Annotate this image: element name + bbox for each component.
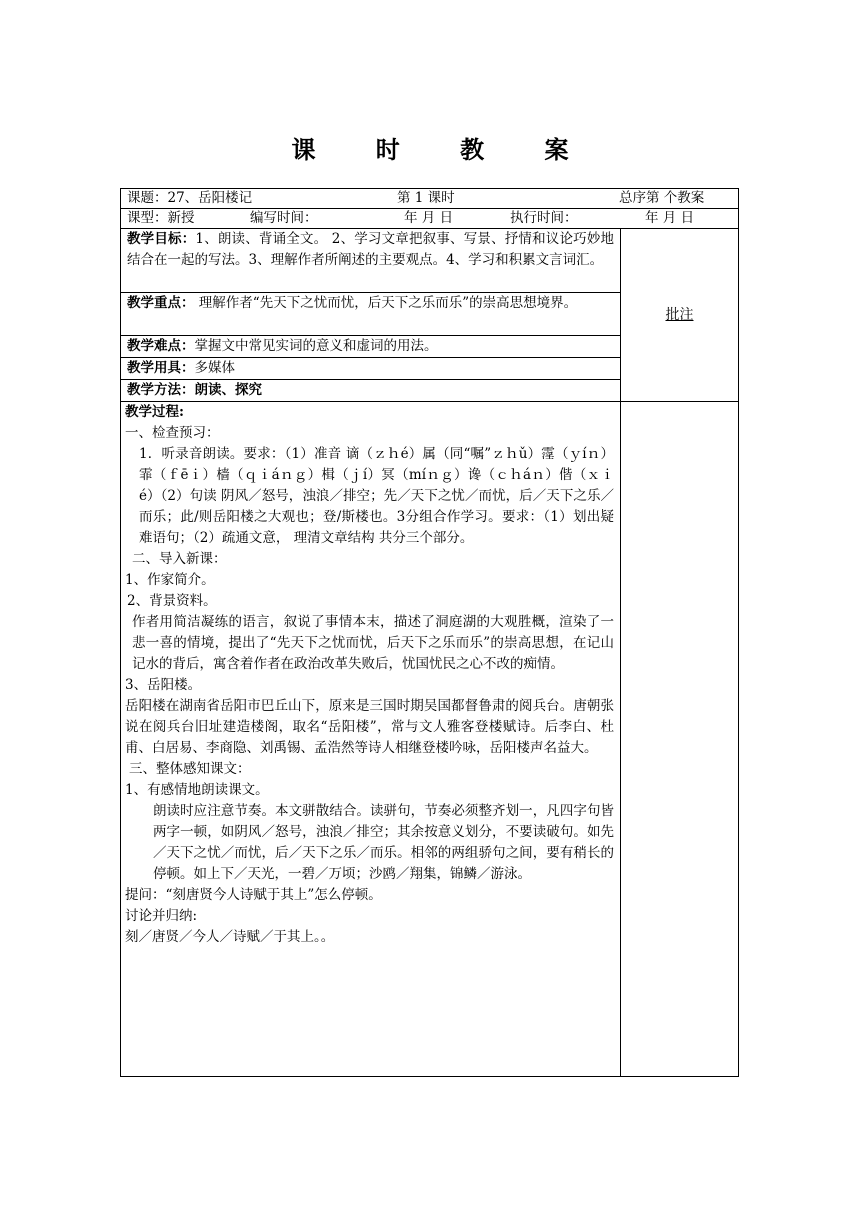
exec-date: 年 月 日 [645, 210, 695, 226]
process-line: 1、作家简介。 [125, 572, 215, 588]
goals-label: 教学目标： [127, 231, 196, 247]
total-field: 总序第 个教案 [619, 190, 705, 206]
process-line: 1．听录音朗读。要求：（1）准音 谪（ｚｈé）属（同“嘱”ｚｈǔ）霪（ｙíｎ）霏（ｆēｉ）樯（ｑｉáｎｇ）楫（ｊí）冥（míｎｇ）谗（ｃｈáｎ）偕（ｘｉé）（2）句读 阴风／怒号，浊浪／排空；先／天下之忧／而忧，后／天下之乐／而乐；此/则岳阳楼之大观也；登/斯楼也。3分组合作学习。要求：（1）划出疑难语句；（2）疏通文意， 理清文章结构 共分三个部分。 [139, 446, 614, 546]
tools-label: 教学用具： [127, 360, 195, 376]
difficulty-text: 掌握文中常见实词的意义和虚词的用法。 [194, 338, 438, 354]
compile-date: 年 月 日 [404, 210, 454, 226]
process-line: 一、检查预习： [125, 425, 220, 441]
goals-text: 1、朗读、背诵全文。 2、学习文章把叙事、写景、抒情和议论巧妙地结合在一起的写法。3、理解作者所阐述的主要观点。4、学习和积累文言词汇。 [127, 231, 615, 268]
process-line: 三、整体感知课文： [129, 761, 251, 777]
lesson-plan-table [120, 188, 739, 1077]
type-field: 课型：新授 [127, 210, 195, 226]
process-line: 作者用简洁凝练的语言，叙说了事情本末，描述了洞庭湖的大观胜概，渲染了一悲一喜的情境，提出了“先天下之忧而忧，后天下之乐而乐”的崇高思想，在记山记水的背后，寓含着作者在政治改革失败后，忧国忧民之心不改的痴情。 [132, 614, 614, 672]
process-line: 刻／唐贤／今人／诗赋／于其上。。 [125, 929, 335, 945]
key-text: 理解作者“先天下之忧而忧，后天下之乐而乐”的崇高思想境界。 [194, 295, 578, 311]
exec-time-label: 执行时间： [510, 210, 578, 226]
process-line: 3、岳阳楼。 [125, 677, 202, 693]
note-label: 批注 [665, 306, 694, 323]
topic-field: 课题：27、岳阳楼记 [127, 190, 253, 206]
process-note-cell [621, 402, 739, 1077]
period-field: 第 1 课时 [397, 190, 455, 206]
method-label: 教学方法： [127, 382, 195, 398]
header-row-1 [121, 189, 739, 209]
method-text: 朗读、探究 [194, 382, 262, 398]
process-row [121, 402, 739, 1077]
difficulty-label: 教学难点： [127, 338, 195, 354]
process-line: 朗读时应注意节奏。本文骈散结合。读骈句，节奏必须整齐划一，凡四字句皆两字一顿，如阴风／怒号，浊浪／排空；其余按意义划分，不要读破句。如先／天下之忧／而忧，后／天下之乐／而乐。相邻的两组骄句之间，要有稍长的停顿。如上下／天光，一碧／万顷；沙鸥／翔集，锦鳞／游泳。 [153, 803, 614, 882]
tools-text: 多媒体 [194, 360, 235, 376]
process-line: 二、导入新课： [132, 551, 227, 567]
process-line: 提问：“刻唐贤今人诗赋于其上”怎么停顿。 [125, 887, 382, 903]
goals-row [121, 229, 739, 293]
note-column [621, 229, 739, 402]
page-title: 课 时 教 案 [291, 135, 595, 164]
process-label: 教学过程: [125, 404, 184, 420]
key-label: 教学重点： [127, 295, 195, 311]
process-line: 岳阳楼在湖南省岳阳市巴丘山下，原来是三国时期吴国都督鲁肃的阅兵台。唐朝张说在阅兵台旧址建造楼阁，取名“岳阳楼”，常与文人雅客登楼赋诗。后李白、杜甫、白居易、李商隐、刘禹锡、孟浩然等诗人相继登楼吟咏，岳阳楼声名益大。 [125, 698, 614, 756]
process-line: 1、有感情地朗读课文。 [125, 782, 269, 798]
process-line: 2、背景资料。 [127, 593, 217, 609]
header-row-2 [121, 209, 739, 229]
compile-time-label: 编写时间： [250, 210, 318, 226]
process-line: 讨论并归纳: [125, 908, 198, 924]
